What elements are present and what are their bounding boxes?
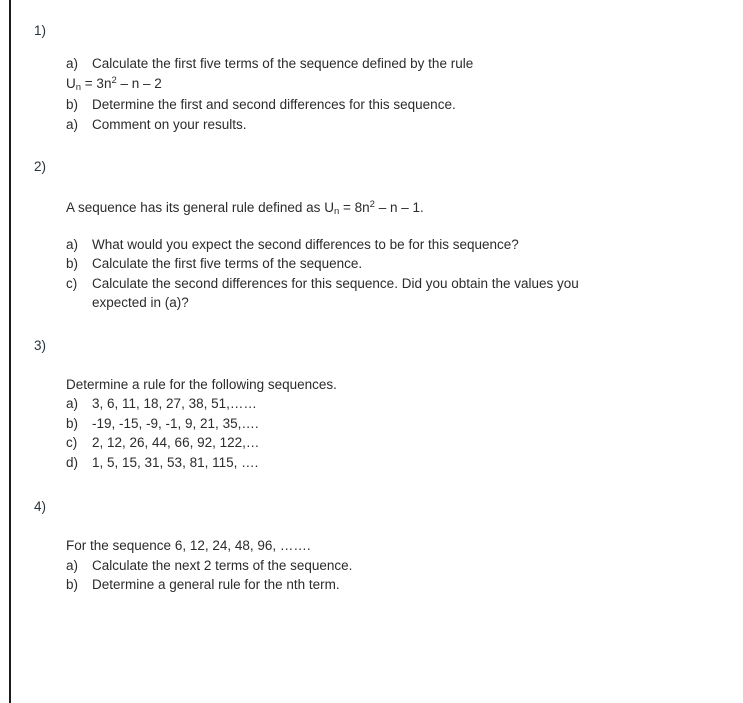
- question-4-item-b: [66, 575, 743, 595]
- question-2-item-list: [66, 235, 743, 313]
- question-1-item-list: [66, 54, 743, 134]
- item-text: Calculate the next 2 terms of the sequence.: [92, 557, 353, 573]
- item-marker: b): [66, 97, 79, 112]
- sequence-text: 1, 5, 15, 31, 53, 81, 115, ….: [92, 454, 259, 470]
- question-3: [0, 337, 743, 473]
- question-1-body: [66, 54, 743, 134]
- question-3-number: 3): [34, 337, 47, 353]
- formula-un-8n2-n-1: [324, 200, 424, 215]
- item-marker: a): [66, 236, 79, 252]
- formula-base: U: [66, 75, 76, 91]
- formula-tail: – n – 1.: [374, 200, 424, 215]
- question-3-stem: Determine a rule for the following sequences.: [66, 376, 337, 392]
- sequence-text: 2, 12, 26, 44, 66, 92, 122,…: [92, 435, 260, 450]
- formula-base: U: [324, 200, 334, 215]
- item-text: Comment on your results.: [92, 116, 247, 132]
- question-3-item-a: [66, 394, 743, 414]
- item-text: Determine a general rule for the nth term.: [92, 577, 340, 592]
- formula-subscript: n: [75, 81, 82, 93]
- question-2-number: 2): [34, 159, 47, 174]
- formula-tail: – n – 2: [116, 75, 162, 91]
- question-2-item-b: [66, 254, 743, 274]
- formula-body: = 8n: [339, 200, 370, 215]
- item-text: Calculate the first five terms of the sequence.: [92, 256, 363, 271]
- question-3-item-b: [66, 414, 743, 434]
- question-1-number: 1): [34, 23, 47, 38]
- item-marker: b): [66, 415, 79, 431]
- question-3-body: [66, 375, 743, 473]
- question-4-item-list: [66, 556, 743, 595]
- item-text: Determine the first and second differences for this sequence.: [92, 97, 456, 112]
- stem-text: A sequence has its general rule defined as: [66, 200, 325, 215]
- item-marker: a): [66, 557, 79, 573]
- question-4-number: 4): [34, 499, 47, 514]
- item-marker: c): [66, 275, 78, 291]
- formula-exponent: 2: [369, 199, 375, 210]
- question-2: [0, 158, 743, 313]
- question-4-body: [66, 536, 743, 595]
- question-1-formula: [66, 74, 743, 96]
- question-2-item-c: [66, 274, 632, 313]
- question-3-item-c: [66, 433, 743, 453]
- item-text: Calculate the second differences for this sequence. Did you obtain the values you expected in (a)?: [92, 275, 579, 310]
- question-2-item-a: [66, 235, 743, 255]
- item-marker: c): [66, 435, 78, 450]
- question-1-item-b: [66, 95, 743, 115]
- question-3-item-list: [66, 394, 743, 472]
- item-marker: a): [66, 116, 79, 132]
- item-marker: a): [66, 56, 79, 71]
- item-marker: a): [66, 396, 79, 411]
- question-4: [0, 498, 743, 595]
- spacer: [66, 220, 743, 235]
- question-1: [0, 22, 743, 134]
- item-marker: b): [66, 577, 79, 592]
- sequence-text: -19, -15, -9, -1, 9, 21, 35,….: [92, 415, 259, 431]
- formula-body: = 3n: [81, 75, 112, 91]
- question-1-item-a: [66, 54, 743, 74]
- item-text: Calculate the first five terms of the sequence defined by the rule: [92, 56, 474, 71]
- formula-un-3n2-n-2: [66, 76, 162, 91]
- sequence-text: 3, 6, 11, 18, 27, 38, 51,……: [92, 396, 257, 411]
- formula-exponent: 2: [111, 74, 117, 86]
- item-marker: d): [66, 454, 79, 470]
- question-4-stem: For the sequence 6, 12, 24, 48, 96, …….: [66, 538, 311, 553]
- question-2-stem: [66, 198, 743, 220]
- item-text: What would you expect the second differences to be for this sequence?: [92, 236, 519, 252]
- question-2-body: [66, 198, 743, 313]
- question-4-item-a: [66, 556, 743, 576]
- item-marker: b): [66, 256, 79, 271]
- formula-subscript: n: [333, 206, 340, 217]
- question-1-item-c: [66, 115, 743, 135]
- question-3-item-d: [66, 453, 743, 473]
